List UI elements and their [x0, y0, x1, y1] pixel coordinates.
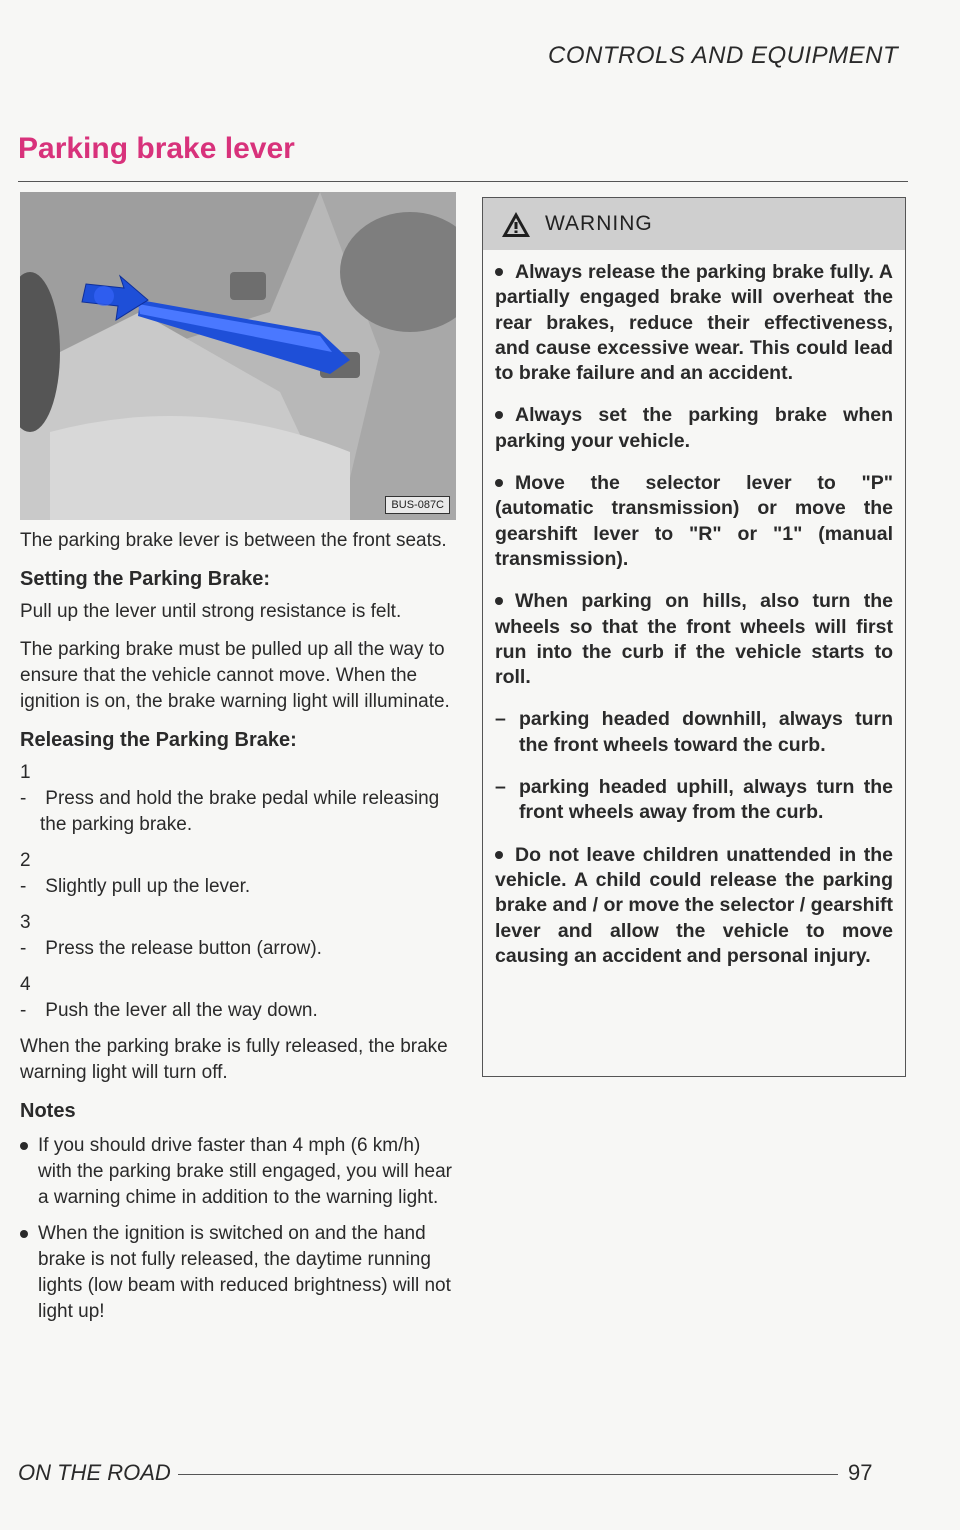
note-item: If you should drive faster than 4 mph (6 km/h) with the parking brake still engaged, you will hear a warning chime in addition to the warning light.	[20, 1133, 456, 1211]
step-2: 2 - Slightly pull up the lever.	[20, 850, 251, 897]
warning-header	[483, 198, 905, 250]
step-1: 1 - Press and hold the brake pedal while releasing the parking brake.	[20, 762, 440, 835]
bullet-icon	[20, 1142, 28, 1150]
warning-subitem: – parking headed downhill, always turn the front wheels toward the curb.	[495, 708, 893, 756]
warning-box	[482, 197, 906, 1077]
warning-item: Do not leave children unattended in the vehicle. A child could release the parking brake and / or move the selector / gearshift lever and allow the vehicle to move causing an accident and personal injury.	[495, 843, 893, 967]
releasing-heading: Releasing the Parking Brake:	[20, 729, 297, 751]
bullet-icon	[495, 597, 503, 605]
bullet-icon	[20, 1230, 28, 1238]
figure-label: BUS-087C	[385, 496, 450, 514]
warning-item: Always set the parking brake when parking your vehicle.	[495, 404, 893, 452]
released-paragraph: When the parking brake is fully released, the brake warning light will turn off.	[20, 1036, 448, 1083]
parking-brake-photo	[20, 192, 456, 520]
bullet-icon	[495, 268, 503, 276]
warning-item: Always release the parking brake fully. A partially engaged brake will overheat the rear brakes, reduce their effectiveness, and cause excessive wear. This could lead to brake failure and an accident.	[495, 261, 893, 385]
dash-mark: –	[495, 776, 506, 799]
running-head: CONTROLS AND EQUIPMENT	[548, 42, 899, 69]
page-number: 97	[848, 1460, 873, 1485]
parking-brake-illustration	[20, 192, 456, 520]
left-column	[20, 192, 456, 1335]
page-footer	[18, 1458, 908, 1488]
step-3: 3 - Press the release button (arrow).	[20, 912, 322, 959]
figure-caption: The parking brake lever is between the front seats.	[20, 530, 447, 551]
dash-mark: –	[495, 708, 506, 731]
notes-heading: Notes	[20, 1100, 76, 1122]
bullet-icon	[495, 479, 503, 487]
setting-paragraph-2: The parking brake must be pulled up all the way to ensure that the vehicle cannot move. When the ignition is on, the brake warning light will illuminate.	[20, 639, 450, 712]
section-title: Parking brake lever	[18, 132, 295, 165]
warning-item: When parking on hills, also turn the wheels so that the front wheels will first run into the curb if the vehicle starts to roll.	[495, 590, 893, 689]
warning-label: WARNING	[545, 212, 653, 235]
step-4: 4 - Push the lever all the way down.	[20, 974, 318, 1021]
note-item: When the ignition is switched on and the hand brake is not fully released, the daytime running lights (low beam with reduced brightness) will not light up!	[20, 1221, 456, 1325]
warning-body	[483, 250, 905, 969]
bullet-icon	[495, 851, 503, 859]
setting-paragraph-1: Pull up the lever until strong resistance is felt.	[20, 601, 402, 622]
title-rule	[18, 181, 908, 182]
footer-section: ON THE ROAD	[18, 1460, 171, 1485]
warning-item: Move the selector lever to "P" (automatic transmission) or move the gearshift lever to "R" or "1" (manual transmission).	[495, 472, 893, 570]
footer-rule	[178, 1474, 838, 1475]
setting-heading: Setting the Parking Brake:	[20, 568, 271, 590]
warning-subitem: – parking headed uphill, always turn the front wheels away from the curb.	[495, 776, 893, 824]
bullet-icon	[495, 411, 503, 419]
warning-triangle-icon	[501, 211, 531, 238]
